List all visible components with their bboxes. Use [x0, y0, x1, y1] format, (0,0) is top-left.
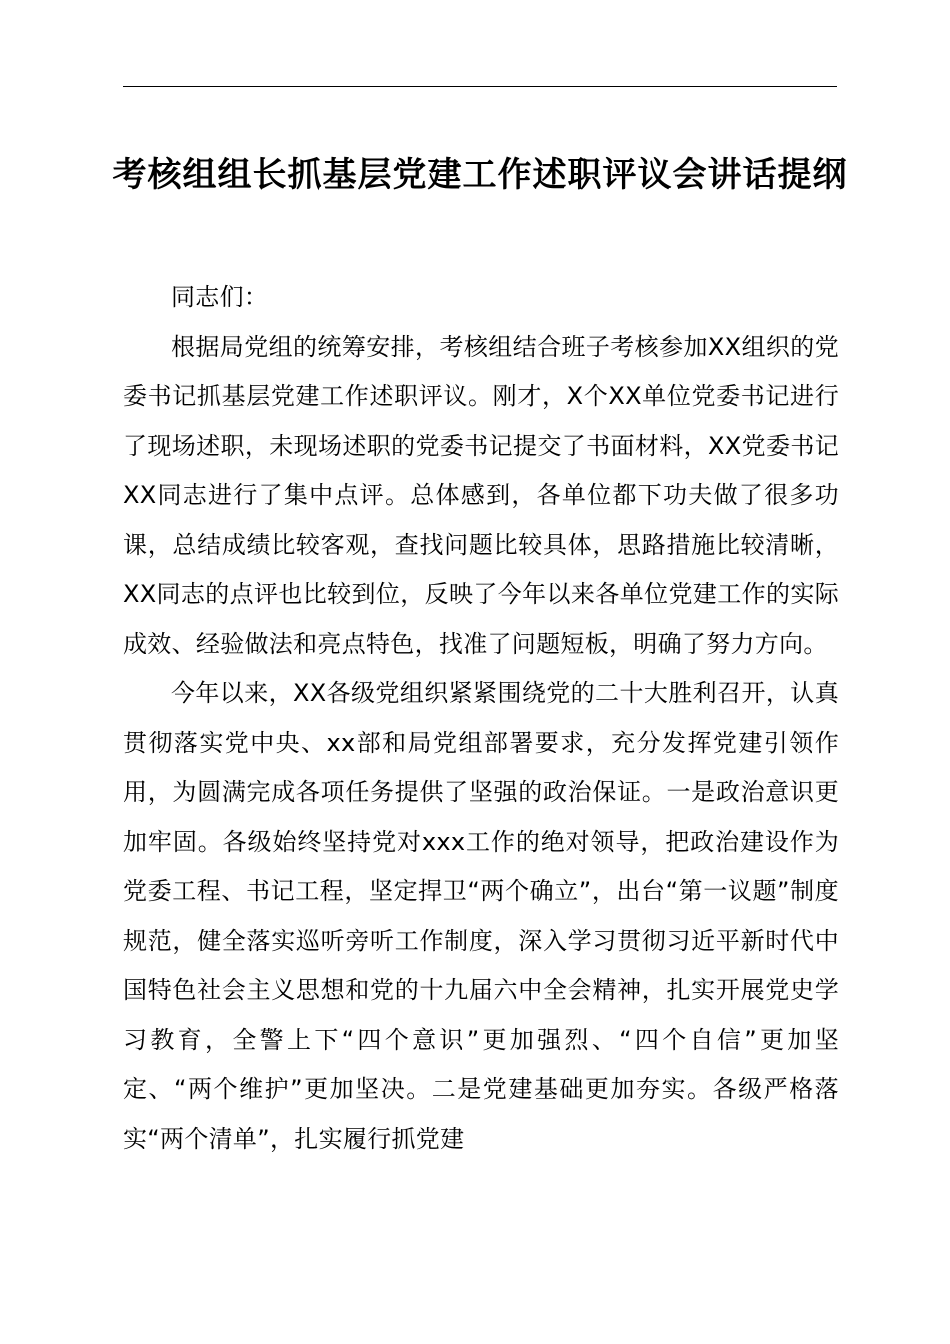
paragraph: 今年以来，XX各级党组织紧紧围绕党的二十大胜利召开，认真贯彻落实党中央、xx部和局党组部署要求，充分发挥党建引领作用，为圆满完成各项任务提供了坚强的政治保证。一是政治意识更加牢固。各级始终坚持党对xxx工作的绝对领导，把政治建设作为党委工程、书记工程，坚定捍卫“两个确立”，出台“第一议题”制度规范，健全落实巡听旁听工作制度，深入学习贯彻习近平新时代中国特色社会主义思想和党的十九届六中全会精神，扎实开展党史学习教育，全警上下“四个意识”更加强烈、“四个自信”更加坚定、“两个维护”更加坚决。二是党建基础更加夯实。各级严格落实“两个清单”，扎实履行抓党建 [123, 679, 839, 1153]
salutation: 同志们： [171, 283, 269, 311]
header-rule [123, 86, 837, 87]
document-title: 考核组组长抓基层党建工作述职评议会讲话提纲 [112, 155, 848, 195]
paragraph: 根据局党组的统筹安排，考核组结合班子考核参加XX组织的党委书记抓基层党建工作述职评议。刚才，X个XX单位党委书记进行了现场述职，未现场述职的党委书记提交了书面材料，XX党委书记XX同志进行了集中点评。总体感到，各单位都下功夫做了很多功课，总结成绩比较客观，查找问题比较具体，思路措施比较清晰，XX同志的点评也比较到位，反映了今年以来各单位党建工作的实际成效、经验做法和亮点特色，找准了问题短板，明确了努力方向。 [123, 332, 839, 658]
document-body [123, 273, 839, 1164]
